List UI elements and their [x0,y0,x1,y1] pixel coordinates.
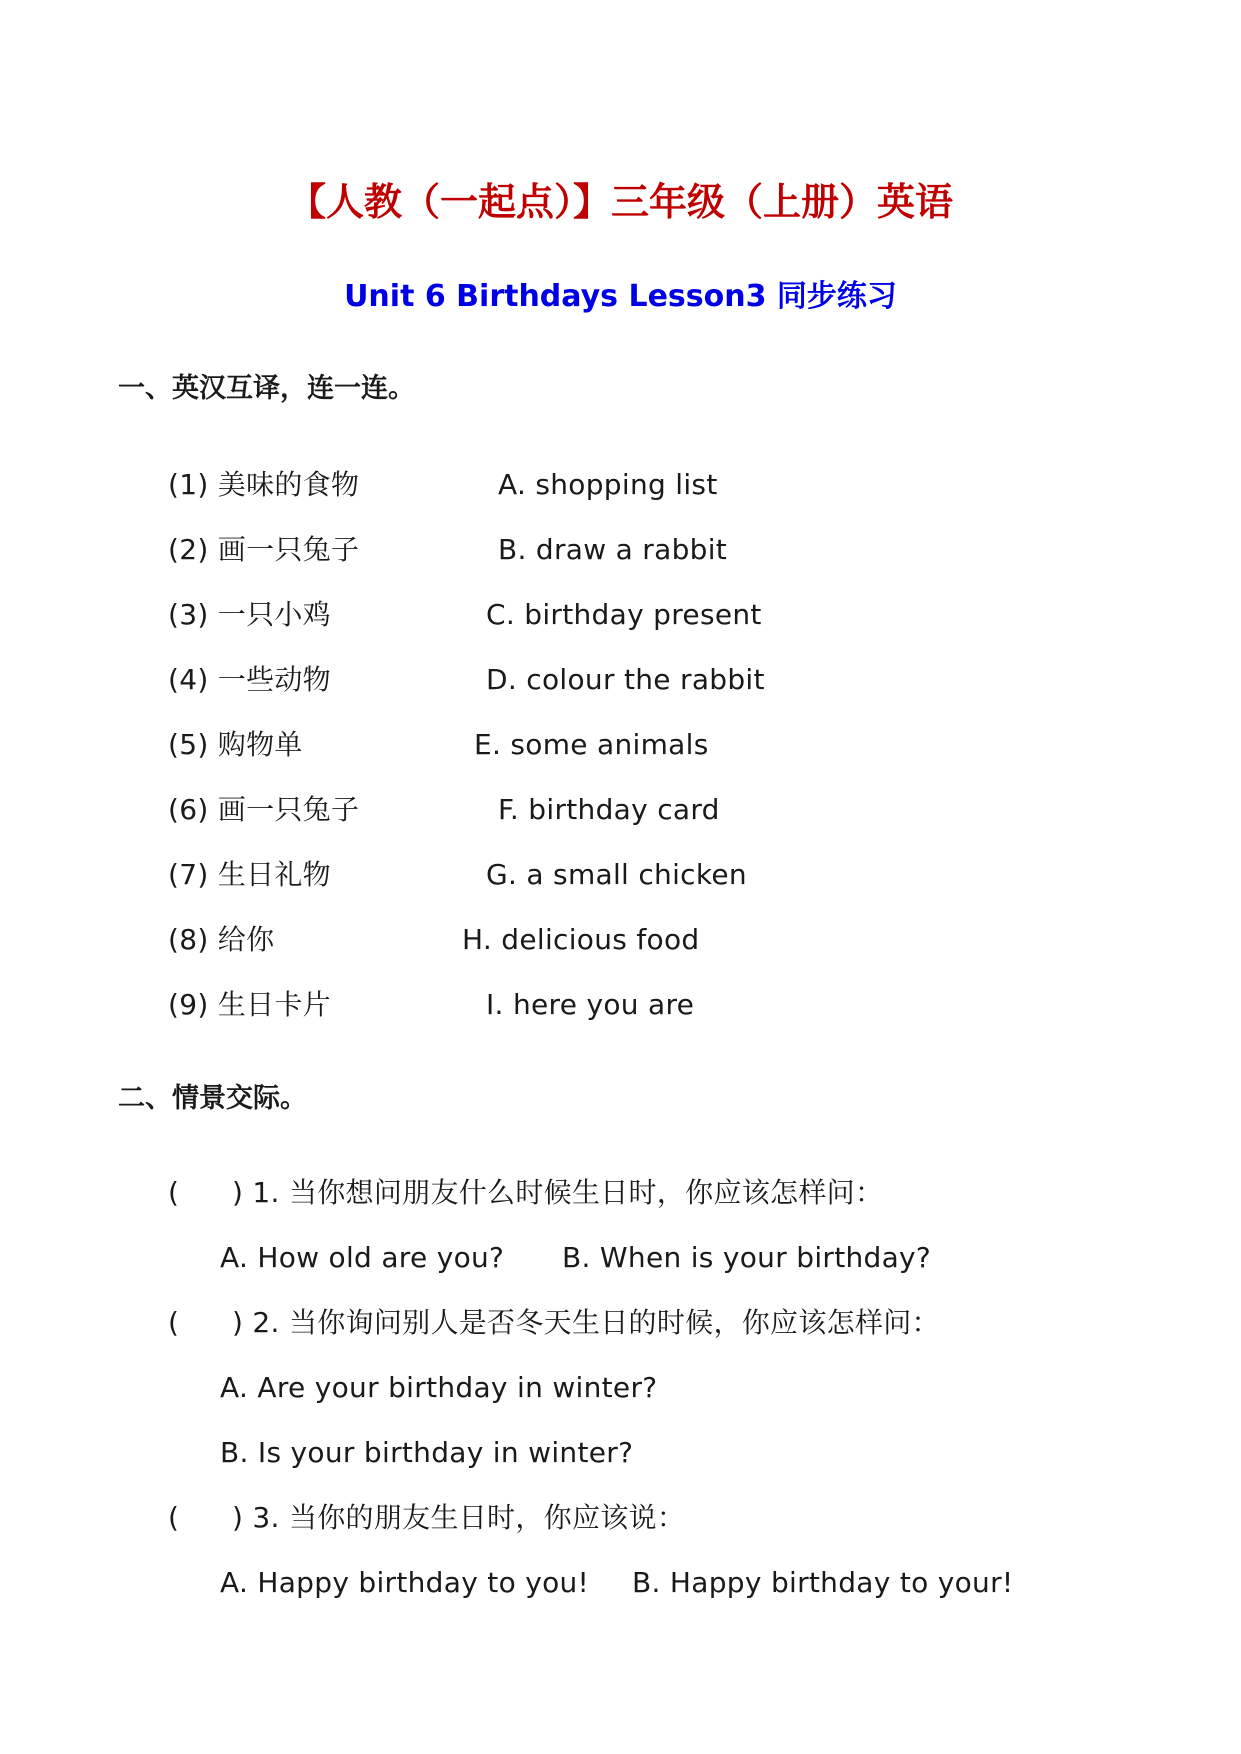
question-1-text: ) 1. 当你想问朋友什么时候生日时，你应该怎样问： [232,1176,884,1209]
match-right-item: I. here you are [486,988,695,1021]
section1-heading: 一、英汉互译，连一连。 [118,373,415,404]
question-2-text: ) 2. 当你询问别人是否冬天生日的时候，你应该怎样问： [232,1306,940,1339]
question-3-option-b: B. Happy birthday to your! [632,1566,1014,1599]
match-right-item: G. a small chicken [486,858,747,891]
question-2-option-b: B. Is your birthday in winter? [220,1436,634,1469]
match-left-item: (2) 画一只兔子 [168,533,360,566]
answer-blank-3[interactable]: ( [168,1501,180,1534]
page-title: 【人教（一起点）】三年级（上册）英语 [287,180,953,224]
question-1-option-a: A. How old are you? [220,1241,505,1274]
match-right-item: F. birthday card [498,793,720,826]
match-right-item: E. some animals [474,728,709,761]
match-left-item: (6) 画一只兔子 [168,793,360,826]
match-right-item: H. delicious food [462,923,700,956]
question-1-option-b: B. When is your birthday? [562,1241,932,1274]
question-3-text: ) 3. 当你的朋友生日时，你应该说： [232,1501,686,1534]
section2-heading: 二、情景交际。 [118,1083,307,1114]
match-left-item: (7) 生日礼物 [168,858,331,891]
answer-blank-2[interactable]: ( [168,1306,180,1339]
match-left-item: (1) 美味的食物 [168,468,360,501]
match-left-item: (3) 一只小鸡 [168,598,331,631]
question-3-stem [168,1498,685,1538]
match-left-item: (5) 购物单 [168,728,303,761]
question-3-option-a: A. Happy birthday to you! [220,1566,590,1599]
question-2-option-a: A. Are your birthday in winter? [220,1371,658,1404]
answer-blank-1[interactable]: ( [168,1176,180,1209]
match-right-item: D. colour the rabbit [486,663,765,696]
match-right-item: A. shopping list [498,468,718,501]
match-left-item: (8) 给你 [168,923,275,956]
match-left-item: (9) 生日卡片 [168,988,331,1021]
match-right-item: B. draw a rabbit [498,533,728,566]
page-subtitle: Unit 6 Birthdays Lesson3 同步练习 [344,279,897,314]
question-1-stem [168,1173,883,1213]
match-right-item: C. birthday present [486,598,762,631]
question-2-stem [168,1303,940,1343]
match-left-item: (4) 一些动物 [168,663,331,696]
